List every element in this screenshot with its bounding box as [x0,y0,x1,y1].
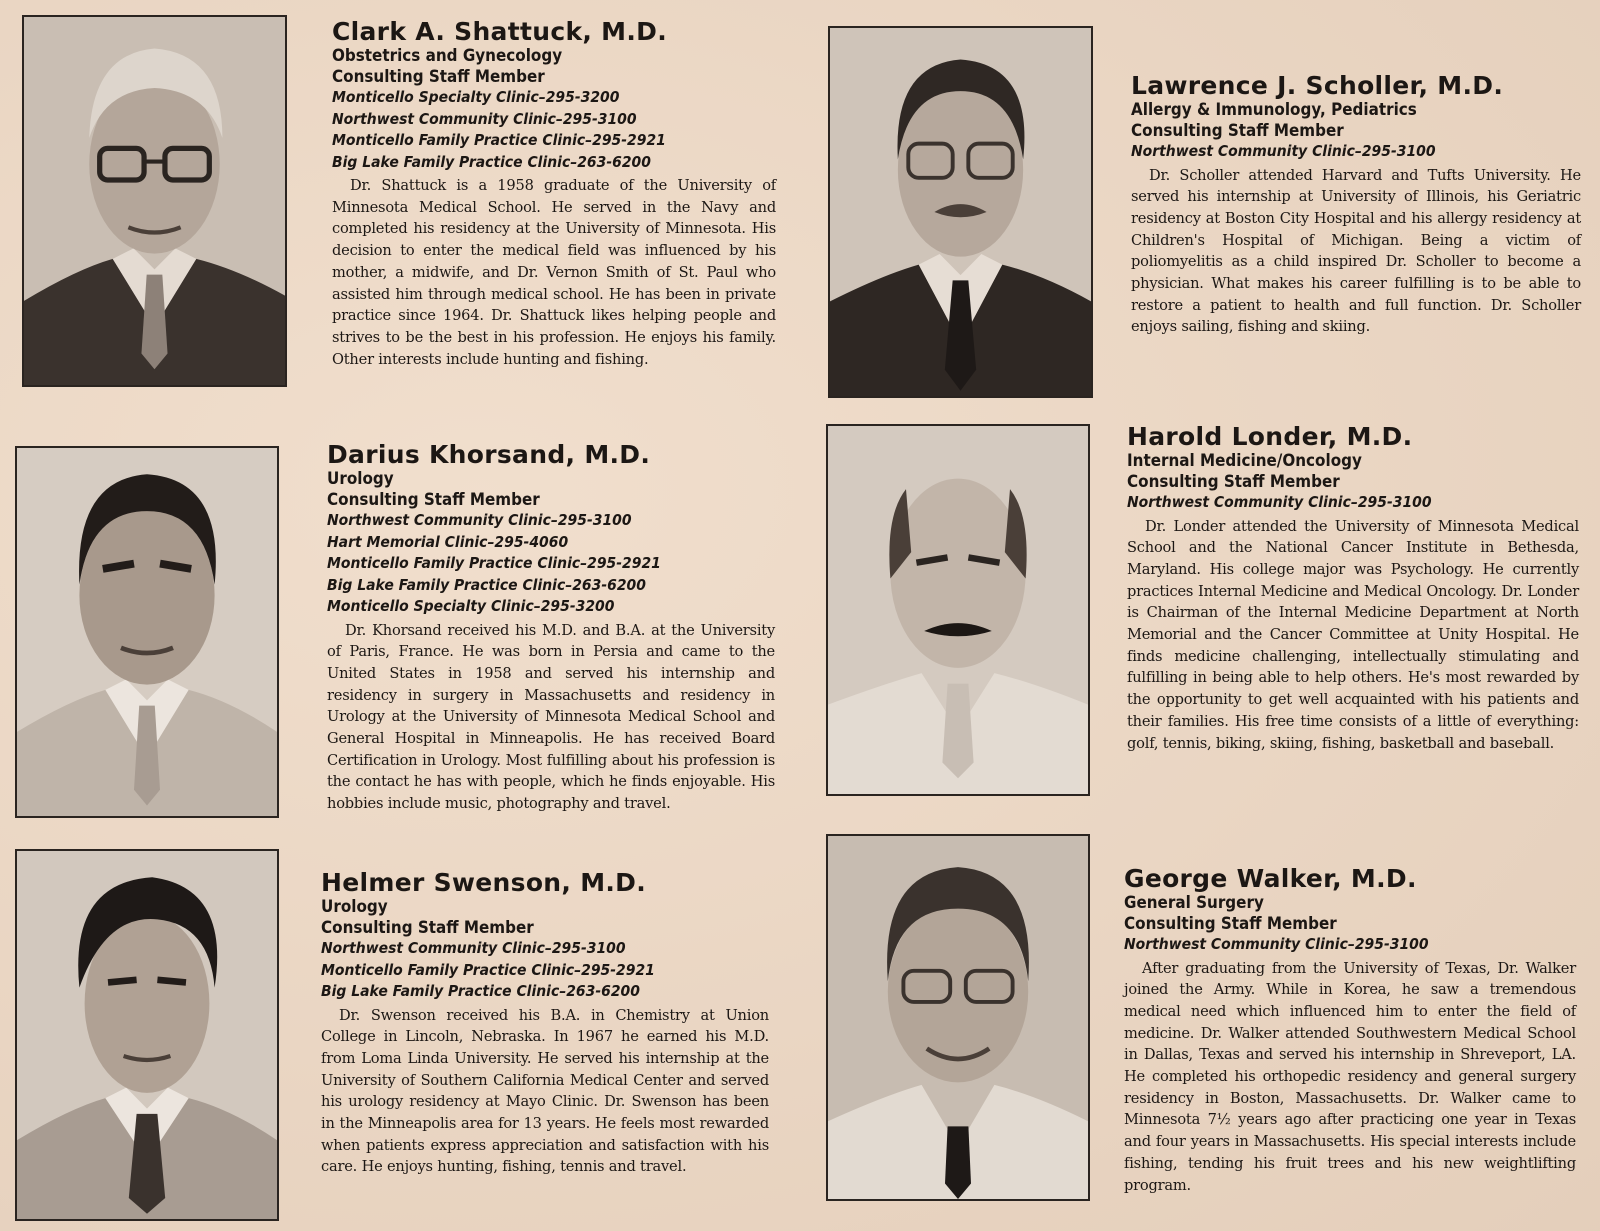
photo-scholler [828,26,1093,398]
photo-londer [826,424,1090,796]
doctor-bio: Dr. Scholler attended Harvard and Tufts University. He served his internship at University of Illinois, his Geriatric residency at Boston City Hospital and his allergy residency at Children's Hospital of Michigan. Being a victim of poliomyelitis as a child inspired Dr. Scholler to become a physician. What makes his career fulfilling is to be able to restore a patient to health and full function. Dr. Scholler enjoys sailing, fishing and skiing. [1131,166,1581,336]
clinic-line: Monticello Specialty Clinic–295-3200 [332,88,620,106]
doctor-card-swenson [321,869,769,1178]
doctor-specialty: Allergy & Immunology, Pediatrics [1131,100,1417,119]
doctor-specialty: Obstetrics and Gynecology [332,46,563,65]
clinic-line: Northwest Community Clinic–295-3100 [1131,142,1436,160]
clinic-line: Monticello Family Practice Clinic–295-2921 [321,960,655,979]
photo-shattuck [22,15,287,387]
portrait-icon [830,28,1091,396]
portrait-icon [17,851,277,1219]
doctor-staff: Consulting Staff Member [321,918,534,937]
doctor-specialty: Urology [321,897,388,916]
doctor-staff: Consulting Staff Member [1124,914,1337,933]
portrait-icon [828,836,1088,1199]
doctor-staff: Consulting Staff Member [1127,472,1340,491]
photo-walker [826,834,1090,1201]
photo-khorsand [15,446,279,818]
doctor-name: Helmer Swenson, M.D. [321,868,647,897]
clinic-line: Northwest Community Clinic–295-3100 [321,939,626,957]
doctor-card-shattuck [332,18,776,370]
doctor-name: George Walker, M.D. [1124,864,1417,893]
clinic-line: Big Lake Family Practice Clinic–263-6200 [327,575,646,594]
clinic-line: Big Lake Family Practice Clinic–263-6200 [321,982,640,1000]
doctor-card-scholler [1131,72,1581,338]
photo-swenson [15,849,279,1221]
doctor-name: Harold Londer, M.D. [1127,422,1413,451]
doctor-staff: Consulting Staff Member [1131,121,1344,140]
portrait-icon [17,448,277,816]
clinic-line: Big Lake Family Practice Clinic–263-6200 [332,152,651,171]
doctor-name: Darius Khorsand, M.D. [327,440,651,469]
clinic-line: Northwest Community Clinic–295-3100 [327,511,632,529]
doctor-bio: Dr. Londer attended the University of Minnesota Medical School and the National Cancer Institute in Bethesda, Maryland. His college major was Psychology. He currently practices Internal Medicine and Medical Oncology. Dr. Londer is Chairman of the Internal Medicine Department at North Memorial and the Cancer Committee at Unity Hospital. He finds medicine challenging, intellectually stimulating and fulfilling in being able to help others. He's most rewarded by the opportunity to get well acquainted with his patients and their families. His free time consists of a little of everything: golf, tennis, biking, skiing, fishing, basketball and baseball. [1127,517,1579,752]
doctor-specialty: Urology [327,469,394,488]
doctor-name: Clark A. Shattuck, M.D. [332,17,668,46]
doctor-card-khorsand [327,441,775,815]
clinic-line: Northwest Community Clinic–295-3100 [1127,493,1432,511]
doctor-bio: After graduating from the University of Texas, Dr. Walker joined the Army. While in Korea, he saw a tremendous medical need which influenced him to enter the field of medicine. Dr. Walker attended Southwestern Medical School in Dallas, Texas and served his internship in Shreveport, LA. He completed his orthopedic residency and general surgery residency in Boston, Massachusetts. Dr. Walker came to Minnesota 7½ years ago after practicing one year in Texas and four years in Massachusetts. His special interests include fishing, tending his fruit trees and his new weightlifting program. [1124,959,1576,1194]
doctor-specialty: General Surgery [1124,893,1264,912]
doctor-bio: Dr. Khorsand received his M.D. and B.A. at the University of Paris, France. He was born in Persia and came to the United States in 1958 and served his internship and residency in surgery in Massachusetts and residency in Urology at the University of Minnesota Medical School and General Hospital in Minneapolis. He has received Board Certification in Urology. Most fulfilling about his profession is the contact he has with people, which he finds enjoyable. His hobbies include music, photography and travel. [327,621,775,813]
clinic-line: Monticello Family Practice Clinic–295-2921 [332,131,666,149]
doctor-specialty: Internal Medicine/Oncology [1127,451,1362,470]
doctor-card-londer [1127,423,1579,754]
doctor-bio: Dr. Swenson received his B.A. in Chemistry at Union College in Lincoln, Nebraska. In 1967 he earned his M.D. from Loma Linda University. He served his internship at the University of Southern California Medical Center and served his urology residency at Mayo Clinic. Dr. Swenson has been in the Minneapolis area for 13 years. He feels most rewarded when patients express appreciation and satisfaction with his care. He enjoys hunting, fishing, tennis and travel. [321,1006,769,1176]
clinic-line: Northwest Community Clinic–295-3100 [332,109,637,128]
portrait-icon [24,17,285,385]
doctor-staff: Consulting Staff Member [327,490,540,509]
clinic-line: Monticello Family Practice Clinic–295-2921 [327,554,661,572]
clinic-line: Monticello Specialty Clinic–295-3200 [327,597,615,615]
doctor-staff: Consulting Staff Member [332,67,545,86]
doctor-card-walker [1124,865,1576,1196]
portrait-icon [828,426,1088,794]
doctor-bio: Dr. Shattuck is a 1958 graduate of the University of Minnesota Medical School. He served in the Navy and completed his residency at the University of Minnesota. His decision to enter the medical field was influenced by his mother, a midwife, and Dr. Vernon Smith of St. Paul who assisted him through medical school. He has been in private practice since 1964. Dr. Shattuck likes helping people and strives to be the best in his profession. He enjoys his family. Other interests include hunting and fishing. [332,177,776,368]
clinic-line: Hart Memorial Clinic–295-4060 [327,532,569,551]
clinic-line: Northwest Community Clinic–295-3100 [1124,935,1429,953]
doctor-name: Lawrence J. Scholler, M.D. [1131,71,1504,100]
